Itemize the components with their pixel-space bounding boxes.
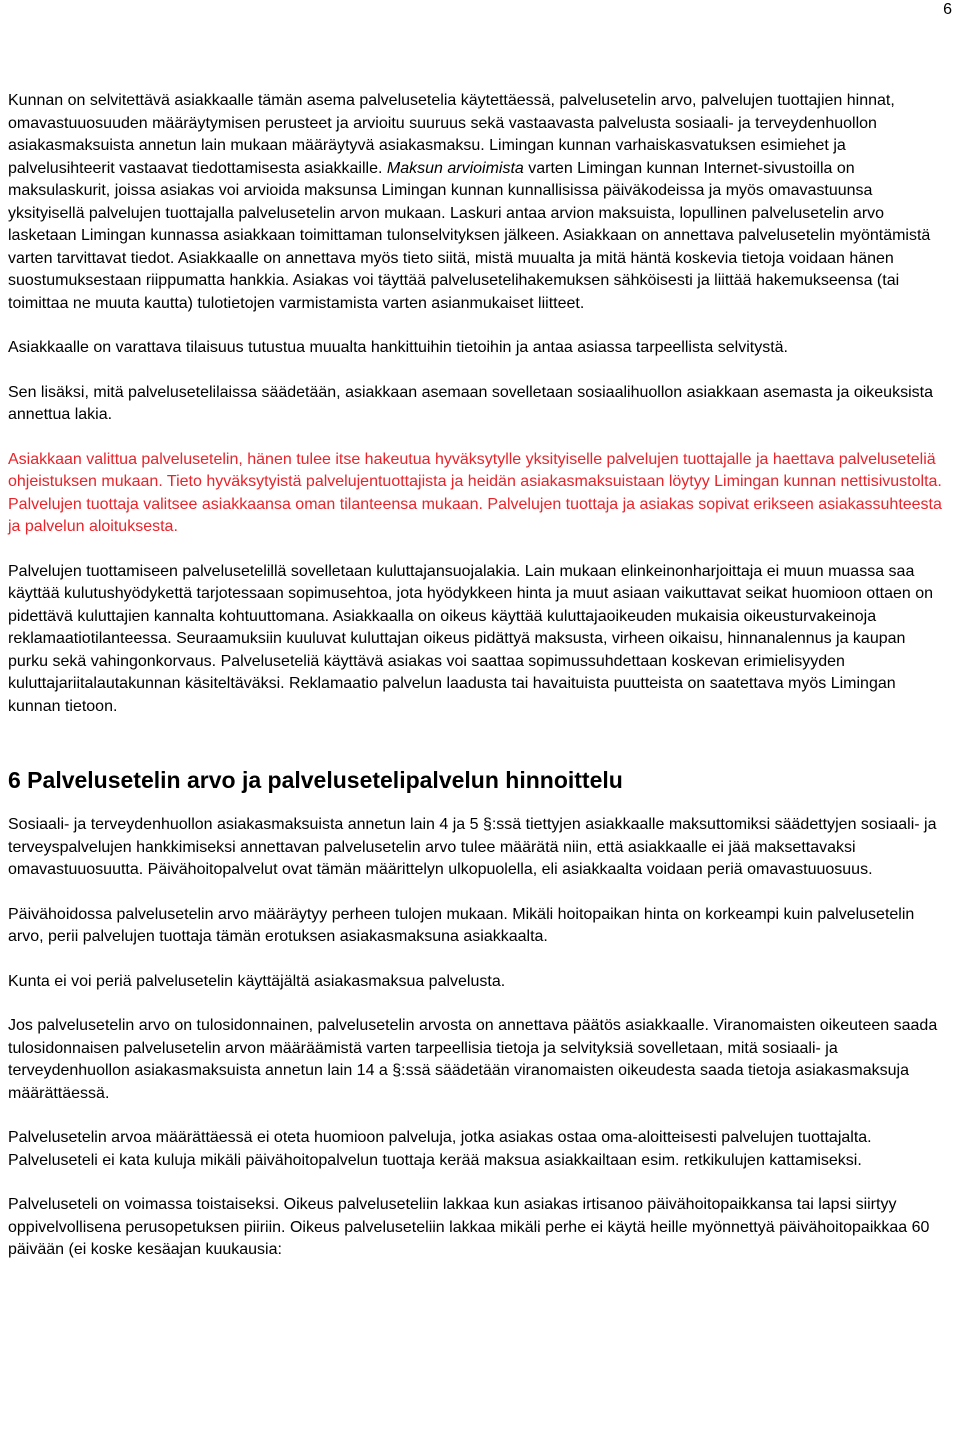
paragraph-social-care-law: Sen lisäksi, mitä palvelusetelilaissa säädetään, asiakkaan asemaan sovelletaan sosiaalihuollon asiakkaan asemasta ja oikeuksista annettua lakia.	[8, 383, 933, 423]
paragraph-customer-information	[8, 90, 948, 315]
paragraph-fees-law: Sosiaali- ja terveydenhuollon asiakasmaksuista annetun lain 4 ja 5 §:ssä tiettyjen asiakkaalle maksuttomiksi säädettyjen sosiaali- ja terveyspalvelujen hankkimiseksi annettavan palvelusetelin arvo tulee määrätä niin, että asiakkaalle ei jää maksettavaksi omavastuuosuutta. Päivähoitopalvelut ovat tämän määrittelyn ulkopuolella, eli asiakkaalta voidaan periä omavastuuosuus.	[8, 816, 937, 878]
paragraph-income-based: Jos palvelusetelin arvo on tulosidonnainen, palvelusetelin arvosta on annettava päätös asiakkaalle. Viranomaisten oikeuteen saada tulosidonnaisen palvelusetelin arvon määräämistä varten tarpeellisia tietoja ja selvityksiä sovelletaan, mitä sosiaali- ja terveydenhuollon asiakasmaksuista annetun lain 14 a §:ssä säädetään viranomaisten oikeudesta saada tietoja asiakasmaksuja määrättäessä.	[8, 1017, 938, 1102]
page-number: 6	[943, 1, 952, 18]
document-body	[8, 90, 948, 1262]
paragraph-text: Asiakkaan on annettava palvelusetelin myöntämistä varten tarvittavat tiedot. Asiakkaalle on annettava myös tieto siitä, mistä muualta ja mitä häntä koskevia tietoja voidaan hänen suostumuksestaan riippumatta hankkia. Asiakas voi täyttää palvelusetelihakemuksen sähköisesti ja liittää hakemukseensa (tai toimittaa ne muuta kautta) tulotietojen varmistamista varten asianmukaiset liitteet.	[8, 227, 931, 312]
paragraph-excluded-services: Palvelusetelin arvoa määrättäessä ei oteta huomioon palveluja, jotka asiakas ostaa oma-aloitteisesti palvelujen tuottajalta. Palveluseteli ei kata kuluja mikäli päivähoitopalvelun tuottaja kerää maksua asiakkailtaan esim. retkikulujen kattamiseksi.	[8, 1129, 872, 1169]
section-heading: 6 Palvelusetelin arvo ja palvelusetelipalvelun hinnoittelu	[8, 767, 623, 793]
emphasized-text: Maksun arvioimista	[386, 159, 524, 177]
paragraph-daycare-value: Päivähoidossa palvelusetelin arvo määräytyy perheen tulojen mukaan. Mikäli hoitopaikan hinta on korkeampi kuin palvelusetelin arvo, perii palvelujen tuottaja tämän erotuksen asiakasmaksuna asiakkaalta.	[8, 905, 915, 945]
paragraph-opportunity: Asiakkaalle on varattava tilaisuus tutustua muualta hankittuihin tietoihin ja antaa asiassa tarpeellista selvitystä.	[8, 339, 788, 356]
paragraph-no-fee: Kunta ei voi periä palvelusetelin käyttäjältä asiakasmaksua palvelusta.	[8, 972, 506, 990]
paragraph-text: varten Limingan kunnan Internet-sivustoilla on maksulaskurit, joissa asiakas voi arvioida maksunsa Limingan kunnan kunnallisissa päiväkodeissa ja myös omavastuunsa yksityisellä palvelujen tuottajalla palvelusetelin arvon mukaan. Laskuri antaa arvion maksuista, lopullinen palvelusetelin arvo lasketaan Limingan kunnassa asiakkaan toimittaman tulonselvityksen jälkeen.	[8, 159, 885, 244]
paragraph-highlighted-red: Asiakkaan valittua palvelusetelin, hänen tulee itse hakeutua hyväksytylle yksityiselle palvelujen tuottajalle ja haettava palveluseteliä ohjeistuksen mukaan. Tieto hyväksytyistä palvelujentuottajista ja heidän asiakasmaksuistaan löytyy Limingan kunnan nettisivustolta. Palvelujen tuottaja valitsee asiakkaansa oman tilanteensa mukaan. Palvelujen tuottaja ja asiakas sopivat erikseen asiakassuhteesta ja palvelun aloituksesta.	[8, 450, 942, 535]
paragraph-consumer-protection: Palvelujen tuottamiseen palvelusetelillä sovelletaan kuluttajansuojalakia. Lain mukaan elinkeinonharjoittaja ei muun muassa saa käyttää kulutushyödykettä tarjotessaan sopimusehtoa, jota hyödykkeen hinta ja muut asiaan vaikuttavat seikat huomioon ottaen on pidettävä kuluttajien kannalta kohtuuttomana. Asiakkaalla on oikeus käyttää kuluttajaoikeuden mukaisia oikeusturvakeinoja reklamaatiotilanteessa. Seuraamuksiin kuuluvat kuluttajan oikeus pidättyä maksusta, virheen oikaisu, hinnanalennus ja kaupan purku sekä vahingonkorvaus. Palveluseteliä käyttävä asiakas voi saattaa sopimussuhdettaan koskevan erimielisyyden kuluttajariitalautakunnan käsiteltäväksi. Reklamaatio palvelun laadusta tai havaituista puutteista on saatettava myös Limingan kunnan tietoon.	[8, 562, 934, 715]
paragraph-validity: Palveluseteli on voimassa toistaiseksi. Oikeus palveluseteliin lakkaa kun asiakas irtisanoo päivähoitopaikkansa tai lapsi siirtyy oppivelvollisena perusopetuksen piiriin. Oikeus palveluseteliin lakkaa mikäli perhe ei käytä heille myönnettyä päivähoitopaikkaa 60 päivään (ei koske kesäajan kuukausia:	[8, 1196, 930, 1258]
paragraph-text: Kunnan on selvitettävä asiakkaalle tämän asema palvelusetelia käytettäessä, palvelusetelin arvo, palvelujen tuottajien hinnat, omavastuuosuuden määräytymisen perusteet ja arvioitu suuruus sekä vastaavasta palvelusta sosiaali- ja terveydenhuollon asiakasmaksuista annetun lain mukaan määräytyvä asiakasmaksu. Limingan kunnan varhaiskasvatuksen esimiehet ja palvelusihteerit vastaavat tiedottamisesta asiakkaille.	[8, 92, 895, 177]
